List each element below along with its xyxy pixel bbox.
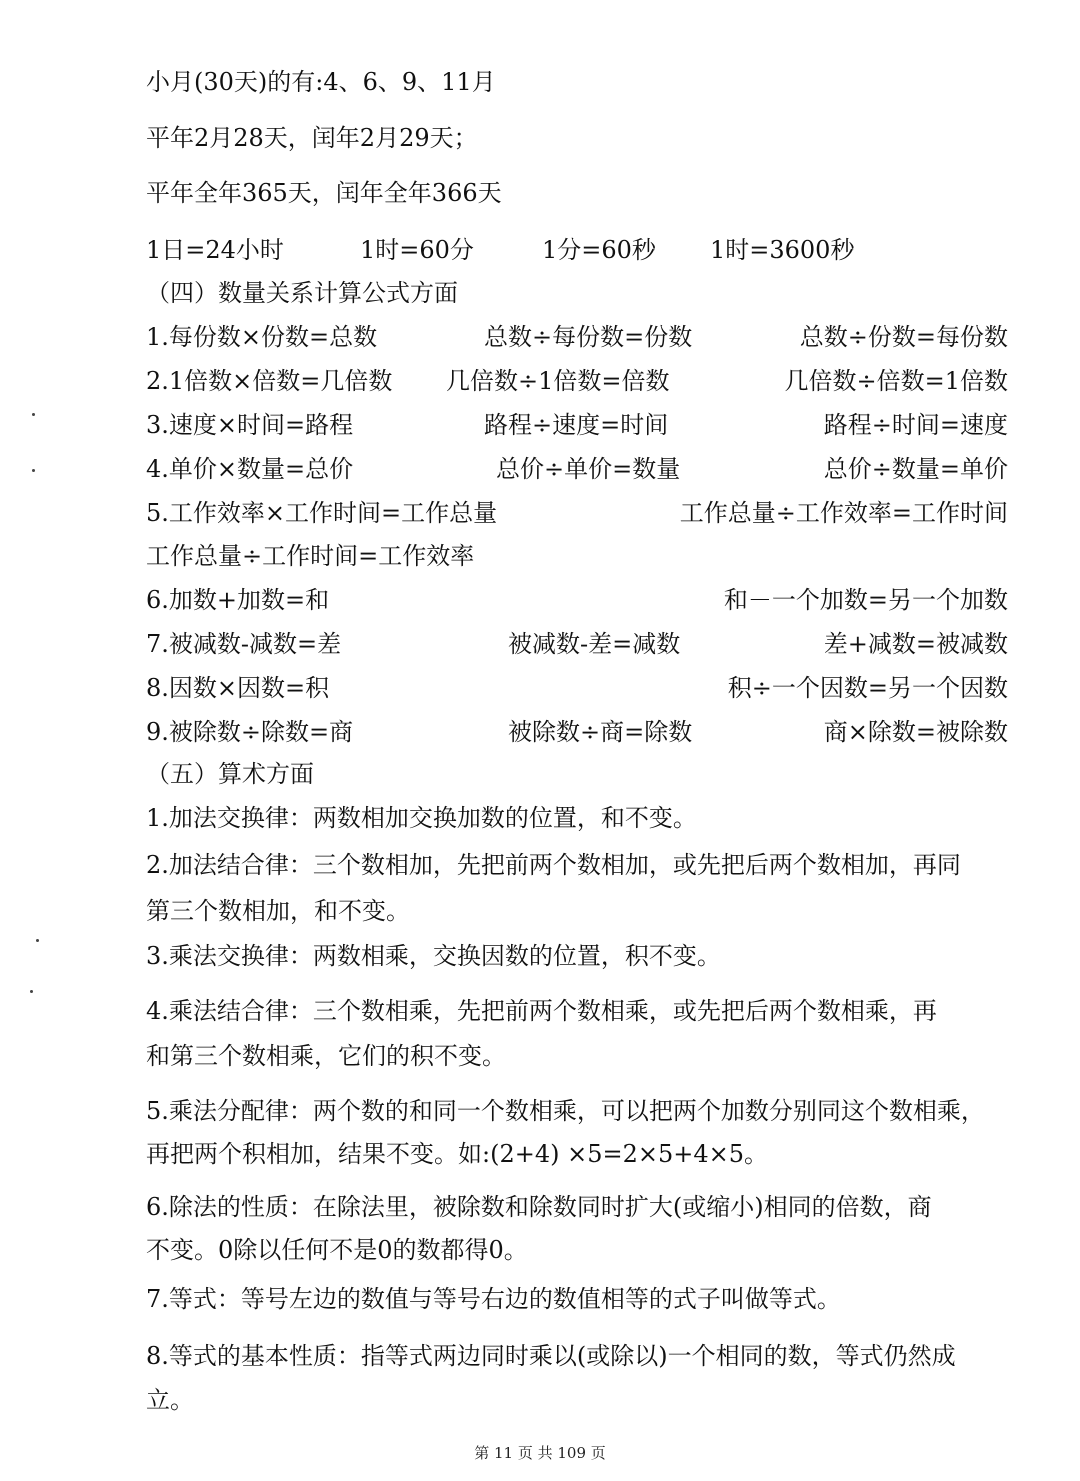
law-item-continued: 和第三个数相乘，它们的积不变。 [146, 1042, 506, 1070]
year-days-line: 平年全年365天，闰年全年366天 [146, 179, 502, 207]
formula: 4.单价×数量=总价 [146, 455, 354, 483]
law-item: 4.乘法结合律：三个数相乘，先把前两个数相乘，或先把后两个数相乘，再 [146, 997, 937, 1025]
law-item-continued: 立。 [146, 1386, 194, 1414]
formula-row [146, 454, 1008, 484]
formula: 差+减数=被减数 [823, 630, 1008, 658]
law-item: 1.加法交换律：两数相加交换加数的位置，和不变。 [146, 804, 697, 832]
formula: 总数÷份数=每份数 [799, 323, 1008, 351]
law-item-continued: 第三个数相加，和不变。 [146, 897, 410, 925]
formula: 总价÷单价=数量 [496, 455, 681, 483]
section-four-heading: （四）数量关系计算公式方面 [146, 279, 458, 307]
formula: 商×除数=被除数 [823, 718, 1008, 746]
time-unit: 1时=3600秒 [710, 236, 855, 264]
formula: 2.1倍数×倍数=几倍数 [146, 367, 393, 395]
formula: 总价÷数量=单价 [823, 455, 1008, 483]
formula-row [146, 541, 1008, 571]
formula: 3.速度×时间=路程 [146, 411, 354, 439]
formula: 几倍数÷1倍数=倍数 [446, 367, 670, 395]
formula: 1.每份数×份数=总数 [146, 323, 378, 351]
law-item-continued: 再把两个积相加，结果不变。如:(2+4) ×5=2×5+4×5。 [146, 1140, 768, 1168]
section-five-heading: （五）算术方面 [146, 760, 314, 788]
scan-speck [30, 990, 33, 993]
formula-row [146, 322, 1008, 352]
time-unit: 1时=60分 [360, 236, 474, 264]
formula: 5.工作效率×工作时间=工作总量 [146, 499, 498, 527]
law-item: 5.乘法分配律：两个数的和同一个数相乘，可以把两个加数分别同这个数相乘， [146, 1097, 985, 1125]
formula: 几倍数÷倍数=1倍数 [784, 367, 1008, 395]
formula: 总数÷每份数=份数 [484, 323, 693, 351]
formula: 8.因数×因数=积 [146, 674, 330, 702]
formula: 被减数-差=减数 [508, 630, 681, 658]
scan-speck [32, 413, 35, 416]
formula-row [146, 673, 1008, 703]
formula-row [146, 366, 1008, 396]
formula-row [146, 585, 1008, 615]
formula: 路程÷速度=时间 [484, 411, 669, 439]
time-units-row [146, 235, 855, 265]
law-item: 2.加法结合律：三个数相加，先把前两个数相加，或先把后两个数相加，再同 [146, 851, 961, 879]
law-item: 6.除法的性质：在除法里，被除数和除数同时扩大(或缩小)相同的倍数，商 [146, 1193, 932, 1221]
formula-row [146, 629, 1008, 659]
formula-row [146, 498, 1008, 528]
formula: 6.加数+加数=和 [146, 586, 330, 614]
law-item-continued: 不变。0除以任何不是0的数都得0。 [146, 1236, 528, 1264]
formula-row [146, 410, 1008, 440]
formula: 积÷一个因数=另一个因数 [727, 674, 1008, 702]
formula: 工作总量÷工作时间=工作效率 [146, 542, 475, 570]
formula: 9.被除数÷除数=商 [146, 718, 354, 746]
formula: 和－一个加数=另一个加数 [723, 586, 1008, 614]
february-line: 平年2月28天，闰年2月29天； [146, 124, 478, 152]
formula: 7.被减数-减数=差 [146, 630, 342, 658]
page-footer: 第 11 页 共 109 页 [474, 1444, 606, 1462]
time-unit: 1日=24小时 [146, 236, 284, 264]
formula-row [146, 717, 1008, 747]
small-months-line: 小月(30天)的有:4、6、9、11月 [146, 68, 496, 96]
law-item: 7.等式：等号左边的数值与等号右边的数值相等的式子叫做等式。 [146, 1285, 841, 1313]
formula: 工作总量÷工作效率=工作时间 [679, 499, 1008, 527]
formula: 被除数÷商=除数 [508, 718, 693, 746]
formula: 路程÷时间=速度 [823, 411, 1008, 439]
law-item: 3.乘法交换律：两数相乘，交换因数的位置，积不变。 [146, 942, 721, 970]
time-unit: 1分=60秒 [542, 236, 656, 264]
scan-speck [32, 469, 35, 472]
scan-speck [36, 939, 39, 942]
law-item: 8.等式的基本性质：指等式两边同时乘以(或除以)一个相同的数，等式仍然成 [146, 1342, 956, 1370]
